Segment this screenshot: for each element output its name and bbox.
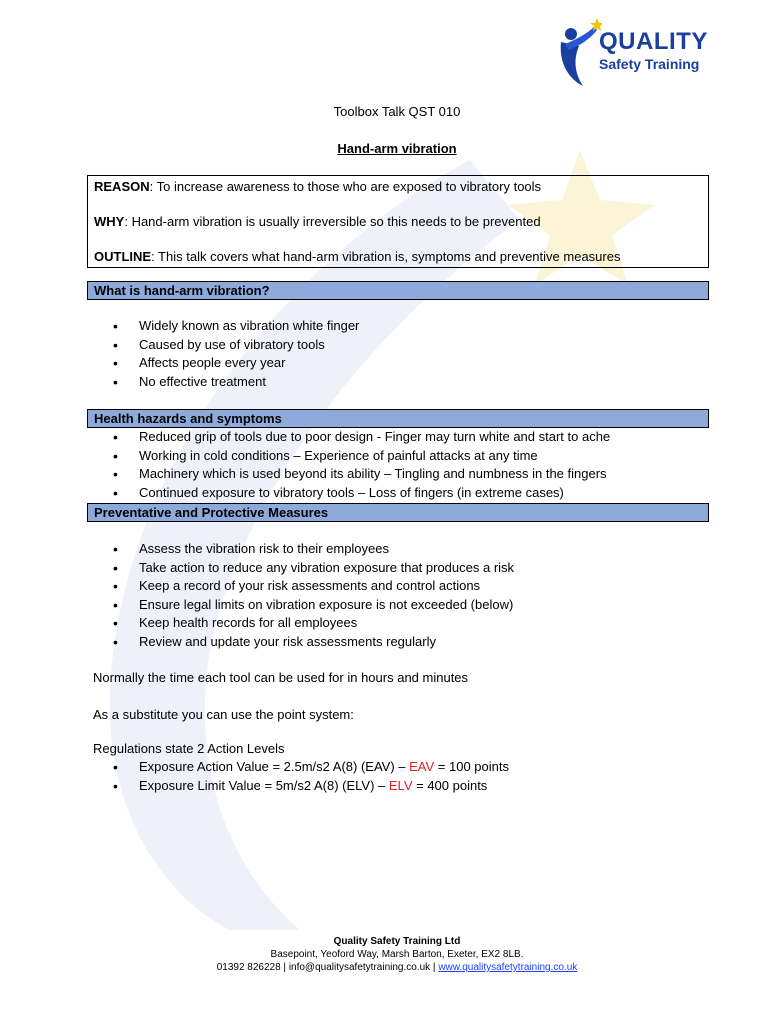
- list-item: [113, 777, 509, 796]
- why-label: WHY: [94, 214, 125, 229]
- list-item: • Review and update your risk assessments regularly: [113, 633, 514, 652]
- list-item: • Continued exposure to vibratory tools – Loss of fingers (in extreme cases): [113, 484, 610, 503]
- regulations-note: Regulations state 2 Action Levels: [93, 741, 285, 756]
- reason-line: [94, 179, 702, 194]
- person-figure-icon: [557, 16, 602, 88]
- list-item: [113, 758, 509, 777]
- intro-box: [87, 175, 709, 268]
- document-subject: Hand-arm vibration: [337, 141, 457, 156]
- level-suffix: = 400 points: [412, 777, 488, 793]
- list-item: • Reduced grip of tools due to poor design - Finger may turn white and start to ache: [113, 428, 610, 447]
- website-link[interactable]: www.qualitysafetytraining.co.uk: [438, 962, 578, 973]
- footer-address: Basepoint, Yeoford Way, Marsh Barton, Exeter, EX2 8LB.: [270, 949, 524, 960]
- point-system-note: As a substitute you can use the point system:: [93, 707, 354, 722]
- document-title: Toolbox Talk QST 010: [333, 104, 461, 119]
- footer-company: Quality Safety Training Ltd: [333, 936, 461, 947]
- outline-text: : This talk covers what hand-arm vibration is, symptoms and preventive measures: [151, 249, 621, 264]
- level-prefix: Exposure Limit Value = 5m/s2 A(8) (ELV) –: [139, 777, 389, 793]
- logo-wordmark: QUALITY: [599, 28, 708, 55]
- level-code: EAV: [409, 759, 435, 774]
- health-hazards-list: [113, 428, 610, 502]
- list-item: • Affects people every year: [113, 354, 359, 373]
- company-logo: [557, 16, 717, 96]
- list-item: • Widely known as vibration white finger: [113, 317, 359, 336]
- outline-line: [94, 249, 702, 264]
- level-prefix: Exposure Action Value = 2.5m/s2 A(8) (EAV) –: [139, 759, 410, 774]
- list-item: • Keep a record of your risk assessments and control actions: [113, 577, 514, 596]
- what-is-list: [113, 317, 359, 391]
- footer-contact: [0, 962, 768, 974]
- why-text: : Hand-arm vibration is usually irreversible so this needs to be prevented: [124, 214, 541, 229]
- reason-label: REASON: [94, 179, 150, 194]
- level-suffix: = 100 points: [434, 759, 509, 774]
- logo-subtitle: Safety Training: [599, 56, 700, 72]
- footer-contact-text: 01392 826228 | info@qualitysafetytraining.co.uk |: [216, 962, 439, 973]
- section-heading-preventative-measures: Preventative and Protective Measures: [87, 503, 709, 522]
- list-item: • Ensure legal limits on vibration exposure is not exceeded (below): [113, 596, 514, 615]
- reason-text: : To increase awareness to those who are exposed to vibratory tools: [149, 179, 542, 194]
- action-levels-list: [113, 758, 509, 795]
- why-line: [94, 214, 702, 229]
- list-item: • Assess the vibration risk to their employees: [113, 540, 514, 559]
- preventative-measures-list: [113, 540, 514, 652]
- section-heading-health-hazards: Health hazards and symptoms: [87, 409, 709, 428]
- level-code: ELV: [388, 777, 413, 793]
- list-item: • Caused by use of vibratory tools: [113, 336, 359, 355]
- list-item: • Working in cold conditions – Experience of painful attacks at any time: [113, 447, 610, 466]
- outline-label: OUTLINE: [94, 249, 152, 264]
- time-note: Normally the time each tool can be used for in hours and minutes: [93, 670, 469, 685]
- list-item: • Keep health records for all employees: [113, 614, 514, 633]
- section-heading-what-is: What is hand-arm vibration?: [87, 281, 709, 300]
- list-item: • No effective treatment: [113, 373, 359, 392]
- list-item: • Machinery which is used beyond its ability – Tingling and numbness in the fingers: [113, 465, 610, 484]
- list-item: • Take action to reduce any vibration exposure that produces a risk: [113, 559, 514, 578]
